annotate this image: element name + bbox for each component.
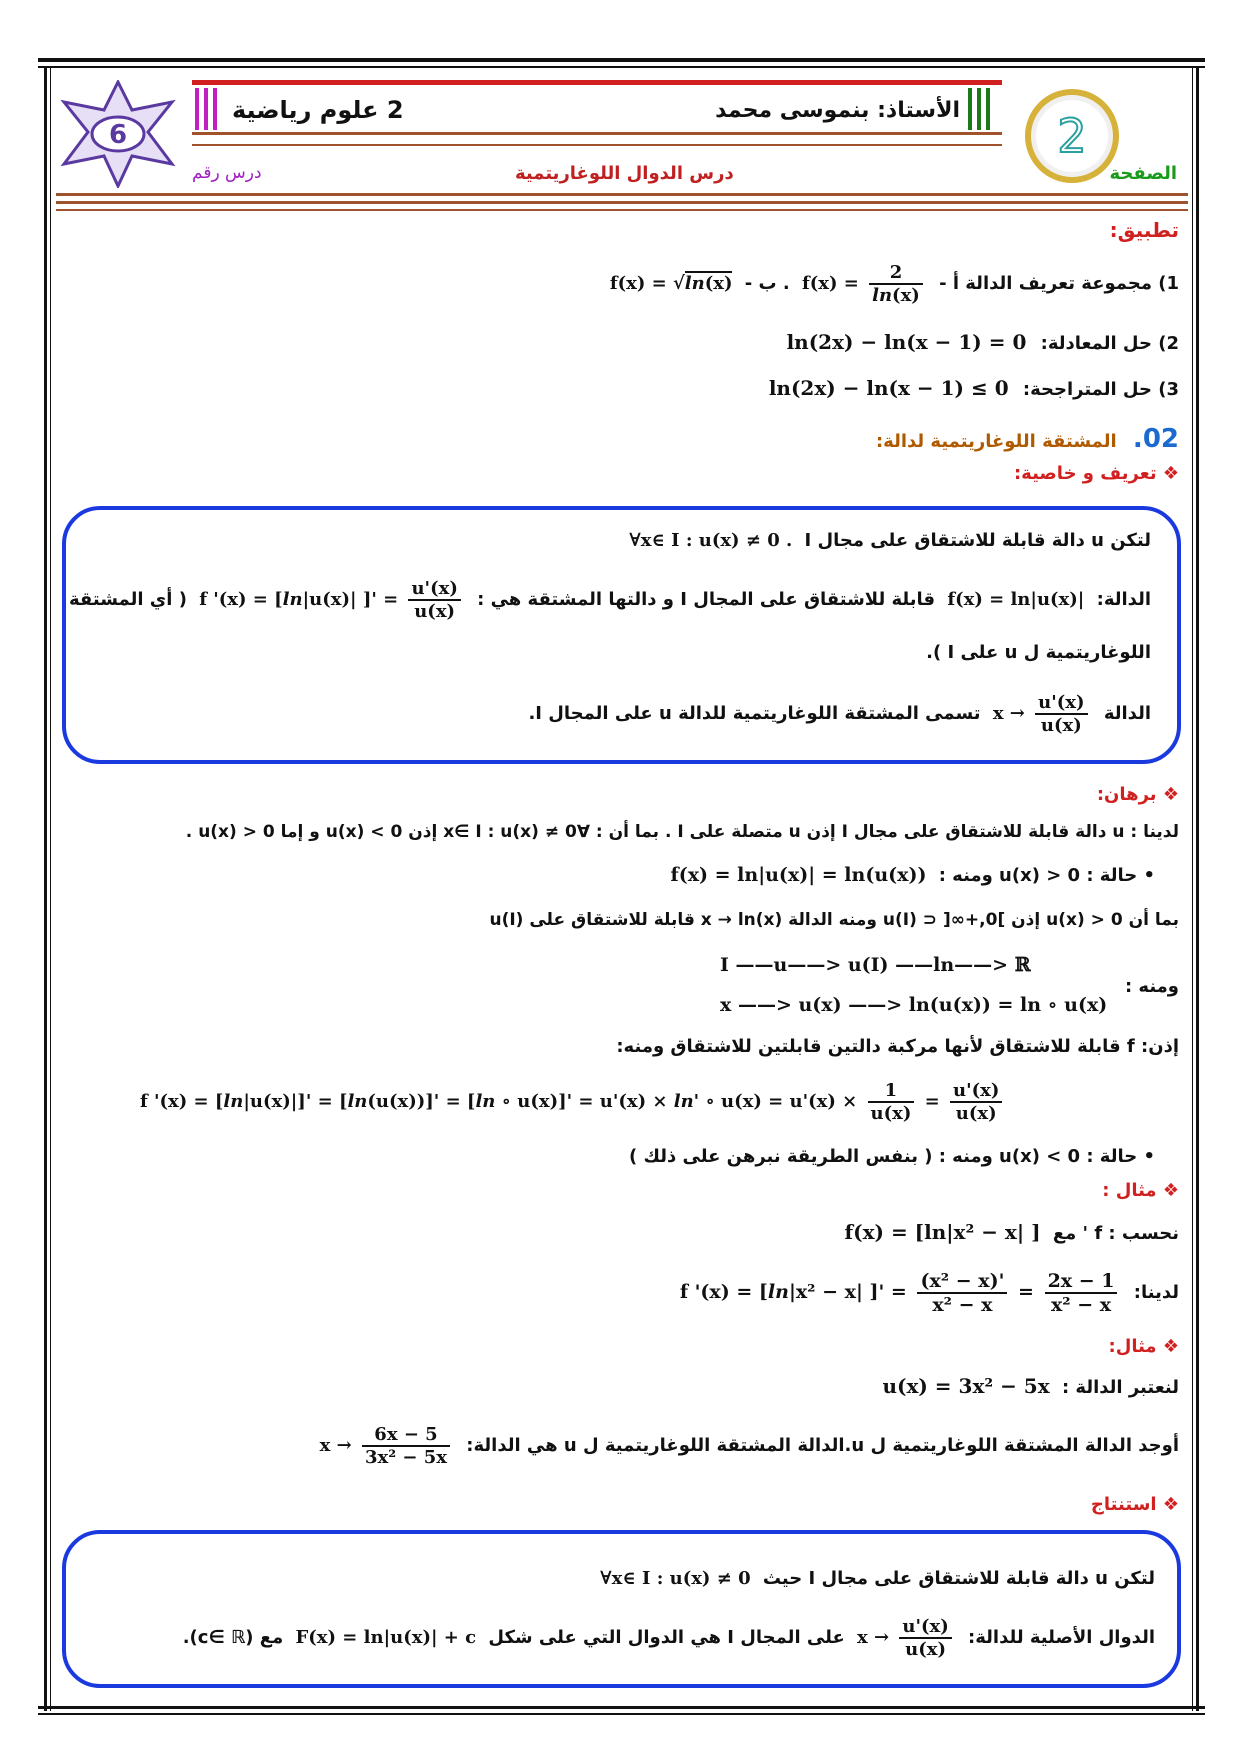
- header-stripes-left: [195, 88, 225, 130]
- definition-line2-text-c: ( أي المشتقة: [69, 589, 187, 610]
- definition-heading-text: تعريف و خاصية:: [1013, 463, 1157, 484]
- page-badge-number: 2: [1057, 109, 1087, 163]
- proof-case1: • حالة : u(x) > 0 ومنه : f(x) = ln|u(x)| = ln(u(x)): [670, 864, 1155, 886]
- class-label: 2 علوم رياضية: [232, 96, 404, 124]
- proof-line3: بما أن u(x) > 0 إذن ]0,+∞[ ⊂ u(I) ومنه الدالة x → ln(x) قابلة للاشتقاق على u(I): [489, 910, 1179, 930]
- header-separator: [56, 201, 1188, 204]
- example2-heading-text: مثال:: [1108, 1336, 1157, 1357]
- header-stripes-right: [968, 88, 998, 130]
- definition-line2-text-a: الدالة:: [1096, 589, 1151, 610]
- conclusion-line2-text-a: الدوال الأصلية للدالة:: [968, 1627, 1155, 1648]
- example1-line2: لدينا: f '(x) = [ln|x² − x| ]' = $\frac{\text{(x² − x)'}}{\text{x² − x}}$ = $\frac{2x - 1}{\text{x² − x}}$: [679, 1270, 1179, 1316]
- frame-bottom-line: [38, 1706, 1205, 1709]
- frame-left-line: [44, 66, 47, 1711]
- definition-line1: [629, 530, 1151, 551]
- example2-heading: ❖ مثال:: [1108, 1336, 1179, 1357]
- proof-case1-label: حالة : u(x) > 0 ومنه :: [938, 865, 1138, 886]
- example1-line1: [845, 1220, 1179, 1244]
- header-separator: [56, 209, 1188, 211]
- definition-line1-math: ∀x∈ I : u(x) ≠ 0 .: [629, 530, 793, 551]
- example2-line1-math: u(x) = 3x² − 5x: [882, 1374, 1050, 1398]
- lesson-badge-number: 6: [108, 120, 128, 150]
- q3-label: 3) حل المتراجحة:: [1022, 379, 1179, 400]
- proof-case1-math: f(x) = ln|u(x)| = ln(u(x)): [670, 864, 927, 886]
- teacher-name: الأستاذ: بنموسى محمد: [715, 98, 960, 123]
- example2-line1: [882, 1374, 1179, 1398]
- definition-line4-text-a: الدالة: [1103, 703, 1151, 724]
- proof-case2: • حالة : u(x) < 0 ومنه : ( بنفس الطريقة نبرهن على ذلك ): [629, 1146, 1155, 1167]
- conclusion-line2-text-c: مع (c∈ ℝ).: [182, 1627, 284, 1648]
- frame-right-line: [1192, 66, 1193, 1711]
- conclusion-line1: [600, 1568, 1155, 1589]
- definition-line2-text-b: قابلة للاشتقاق على المجال I و دالتها المشتقة هي :: [477, 589, 936, 610]
- definition-line2: الدالة: f(x) = ln|u(x)| قابلة للاشتقاق على المجال I و دالتها المشتقة هي : f '(x) = [ln|u(x)| ]' = $\frac{u'(x)}{u(x)}$ ( أي المشتقة: [69, 578, 1151, 622]
- q1-label: 1) مجموعة تعريف الدالة أ -: [939, 273, 1179, 294]
- example1-line1-math: f(x) = [ln|x² − x| ]: [844, 1220, 1041, 1244]
- example1-heading: ❖ مثال :: [1102, 1180, 1179, 1201]
- header-underline: [192, 144, 1002, 146]
- conclusion-box: [62, 1530, 1181, 1688]
- proof-composition-2: x ——> u(x) ——> ln(u(x)) = ln ∘ u(x): [720, 994, 1108, 1016]
- header-separator: [56, 193, 1188, 196]
- definition-line2-math-a: f(x) = ln|u(x)|: [947, 589, 1085, 610]
- frame-left-line: [50, 66, 51, 1711]
- example1-line1-text: نحسب : f ' مع: [1052, 1223, 1179, 1244]
- application-heading: تطبيق:: [1109, 218, 1179, 242]
- definition-heading: ❖ تعريف و خاصية:: [1013, 463, 1179, 484]
- frame-top-line: [38, 58, 1205, 62]
- lesson-number-label: درس رقم: [192, 163, 262, 183]
- proof-derivative-math: f '(x) = [ln|u(x)|]' = [ln(u(x))]' = [ln ∘ u(x)]' = u'(x) × ln' ∘ u(x) = u'(x) × $\frac{1}{u(x)}$ = $\frac{u'(x)}{u(x)}$: [140, 1080, 1006, 1124]
- q1-b-sep: . ب -: [744, 273, 790, 294]
- proof-line5: إذن: f قابلة للاشتقاق لأنها مركبة دالتين قابلتين للاشتقاق ومنه:: [616, 1036, 1179, 1057]
- q3-math: ln(2x) − ln(x − 1) ≤ 0: [768, 376, 1009, 400]
- proof-composition-label: ومنه :: [1124, 976, 1179, 997]
- frame-bottom-line: [38, 1713, 1205, 1715]
- section2-title: المشتقة اللوغاريتمية لدالة:: [875, 431, 1117, 452]
- q2-label: 2) حل المعادلة:: [1040, 333, 1179, 354]
- lesson-star-badge: [56, 80, 180, 188]
- conclusion-line1-math: ∀x∈ I : u(x) ≠ 0: [600, 1568, 751, 1589]
- example1-line2-text: لدينا:: [1133, 1282, 1179, 1303]
- q2-math: ln(2x) − ln(x − 1) = 0: [786, 330, 1027, 354]
- example2-line2: أوجد الدالة المشتقة اللوغاريتمية ل u.الدالة المشتقة اللوغاريتمية ل u هي الدالة: x → $\frac{6x - 5}{\text{3x² − 5x}}$: [319, 1424, 1179, 1468]
- conclusion-line1-text: لتكن u دالة قابلة للاشتقاق على مجال I حيث: [762, 1568, 1155, 1589]
- example2-line1-text: لنعتبر الدالة :: [1061, 1377, 1179, 1398]
- example2-line2-text: أوجد الدالة المشتقة اللوغاريتمية ل u.الدالة المشتقة اللوغاريتمية ل u هي الدالة:: [466, 1435, 1179, 1456]
- definition-line4: الدالة x → $\frac{u'(x)}{u(x)}$ تسمى المشتقة اللوغاريتمية للدالة u على المجال I.: [528, 692, 1151, 736]
- proof-heading-text: برهان:: [1096, 784, 1157, 805]
- example1-heading-text: مثال :: [1102, 1180, 1157, 1201]
- frame-right-line: [1196, 66, 1199, 1711]
- section2-number: 02.: [1132, 424, 1179, 454]
- conclusion-heading-text: استنتاج: [1090, 1494, 1157, 1515]
- proof-heading: ❖ برهان:: [1096, 784, 1179, 805]
- lesson-title: درس الدوال اللوغاريتمية: [515, 163, 734, 184]
- definition-line3: اللوغاريتمية ل u على I ).: [926, 642, 1151, 663]
- proof-line1: لدينا : u دالة قابلة للاشتقاق على مجال I إذن u متصلة على I . بما أن : ∀x∈ I : u(x) ≠ 0 إذن u(x) < 0 و إما u(x) > 0 .: [185, 822, 1179, 842]
- page-label: الصفحة: [1109, 163, 1177, 184]
- application-q1: 1) مجموعة تعريف الدالة أ - f(x) = $\frac{2}{\ln(x)}$ . ب - f(x) = √ln(x): [609, 262, 1179, 306]
- header-red-bar: [192, 80, 1002, 85]
- header-underline: [192, 132, 1002, 135]
- frame-top-line: [38, 66, 1205, 68]
- conclusion-line2-text-b: على المجال I هي الدوال التي على شكل: [488, 1627, 845, 1648]
- definition-line1-text: لتكن u دالة قابلة للاشتقاق على مجال I: [804, 530, 1151, 551]
- proof-composition-1: I ——u——> u(I) ——ln——> ℝ: [720, 954, 1031, 976]
- definition-line4-text-b: تسمى المشتقة اللوغاريتمية للدالة u على المجال I.: [528, 703, 981, 724]
- proof-case2-text: حالة : u(x) < 0 ومنه : ( بنفس الطريقة نبرهن على ذلك ): [629, 1146, 1138, 1167]
- conclusion-line2: الدوال الأصلية للدالة: x → $\frac{u'(x)}{u(x)}$ على المجال I هي الدوال التي على شكل F(x) = ln|u(x)| + c مع (c∈ ℝ).: [182, 1616, 1155, 1660]
- conclusion-line2-math-b: F(x) = ln|u(x)| + c: [295, 1627, 477, 1648]
- conclusion-heading: ❖ استنتاج: [1090, 1494, 1179, 1515]
- page-number-badge: [1022, 86, 1122, 186]
- section2-heading: [876, 424, 1179, 454]
- application-q2: [787, 330, 1179, 354]
- application-q3: [769, 376, 1179, 400]
